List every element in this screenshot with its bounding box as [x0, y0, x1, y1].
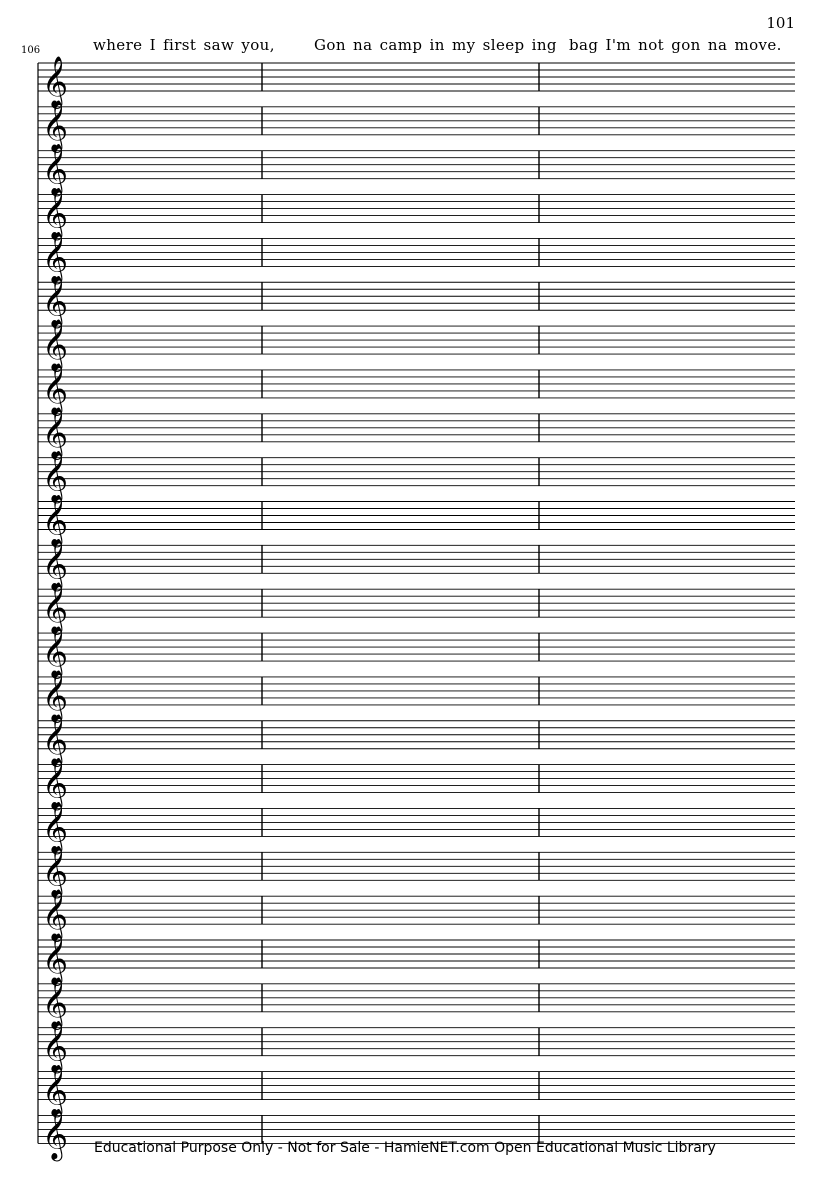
staff	[38, 1065, 795, 1118]
staff	[38, 670, 795, 723]
staff	[38, 275, 795, 328]
treble-clef-icon: 𝄞	[42, 538, 69, 590]
staff	[38, 845, 795, 898]
treble-clef-icon: 𝄞	[42, 56, 69, 107]
lyric-measure-1: where I first saw you,	[93, 36, 275, 54]
staff	[38, 582, 795, 635]
treble-clef-icon: 𝄞	[42, 845, 69, 897]
staff	[38, 801, 795, 854]
staff	[38, 231, 795, 284]
staff	[38, 626, 795, 679]
staff	[38, 319, 795, 372]
staff	[38, 100, 795, 153]
lyric-measure-2: Gon na camp in my sleep ing	[314, 36, 557, 54]
staff	[38, 977, 795, 1030]
staff	[38, 1021, 795, 1074]
staff	[38, 451, 795, 504]
staff	[38, 363, 795, 416]
footer-notice: Educational Purpose Only - Not for Sale - HamieNET.com Open Educational Music Library	[94, 1140, 716, 1156]
treble-clef-icon: 𝄞	[42, 319, 69, 371]
lyric-measure-3: bag I'm not gon na move.	[569, 36, 782, 54]
treble-clef-icon: 𝄞	[42, 582, 69, 634]
treble-clef-icon: 𝄞	[42, 99, 69, 151]
treble-clef-icon: 𝄞	[42, 187, 69, 239]
staff	[38, 933, 795, 986]
treble-clef-icon: 𝄞	[42, 406, 69, 458]
staff	[38, 889, 795, 942]
measure-number: 106	[21, 45, 41, 56]
staff	[38, 56, 795, 109]
treble-clef-icon: 𝄞	[42, 757, 69, 809]
treble-clef-icon: 𝄞	[42, 889, 69, 941]
staff	[38, 758, 795, 811]
treble-clef-icon: 𝄞	[42, 275, 69, 327]
treble-clef-icon: 𝄞	[42, 976, 69, 1028]
treble-clef-icon: 𝄞	[42, 362, 69, 414]
staff	[38, 714, 795, 767]
treble-clef-icon: 𝄞	[42, 933, 69, 984]
treble-clef-icon: 𝄞	[42, 801, 69, 853]
page-number: 101	[766, 14, 795, 32]
treble-clef-icon: 𝄞	[42, 1020, 69, 1072]
treble-clef-icon: 𝄞	[42, 669, 69, 721]
treble-clef-icon: 𝄞	[42, 450, 69, 502]
staff	[38, 144, 795, 197]
staff	[38, 495, 795, 548]
staff	[38, 538, 795, 591]
staff	[38, 407, 795, 460]
staff	[38, 188, 795, 241]
treble-clef-icon: 𝄞	[42, 1064, 69, 1116]
treble-clef-icon: 𝄞	[42, 1108, 69, 1160]
treble-clef-icon: 𝄞	[42, 143, 69, 195]
treble-clef-icon: 𝄞	[42, 713, 69, 765]
treble-clef-icon: 𝄞	[42, 494, 69, 546]
treble-clef-icon: 𝄞	[42, 626, 69, 678]
treble-clef-icon: 𝄞	[42, 231, 69, 283]
